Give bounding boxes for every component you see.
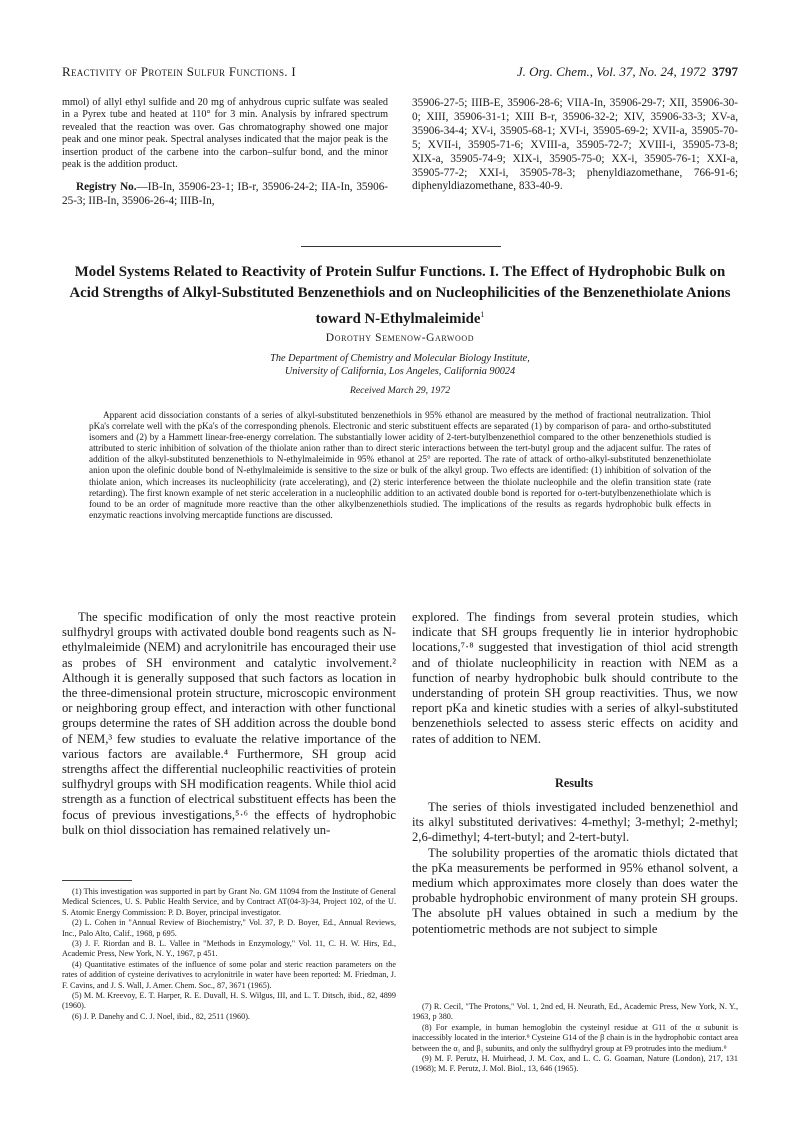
footnote-6: (6) J. P. Danehy and C. J. Noel, ibid., 82, 2511 (1960). (72, 1011, 250, 1021)
footnote-7: (7) R. Cecil, "The Protons," Vol. 1, 2nd ed, H. Neurath, Ed., Academic Press, New York, N. Y., 1963, p 380. (412, 1002, 738, 1022)
intro-paragraph-continued: explored. The findings from several protein studies, which indicate that SH groups frequently lie in interior hydrophobic locations,⁷·⁸ suggested that investigation of thiol acid strength and of thiolate nucleophilicity in reaction with NEM as a function of nearby hydrophobic bulk should contribute to the understanding of protein SH group reactivities. Thus, we now report pKa and kinetic studies with a series of alkyl-substituted benzenethiols selected to assess steric effects on acidity and rates of addition to NEM. (412, 610, 738, 746)
journal-citation: J. Org. Chem., Vol. 37, No. 24, 1972 (516, 64, 706, 79)
footnote-2: (2) L. Cohen in "Annual Review of Biochemistry," Vol. 37, P. D. Boyer, Ed., Annual Reviews, Inc., Palo Alto, Calif., 1968, p 695. (62, 918, 396, 938)
intro-paragraph: The specific modification of only the most reactive protein sulfhydryl groups with activated double bond reagents such as N-ethylmaleimide (NEM) and acrylonitrile has encouraged their use as probes of SH environment and catalytic involvement.² Although it is generally supposed that such factors as location in the three-dimensional protein structure, microscopic environment or neighboring group effect, and interaction with other functional groups determine the rates of SH addition across the double bond of NEM,³ few studies to evaluate the relative importance of the various factors are available.⁴ Furthermore, SH group acid strengths affect the differential nucleophilic reactivities of protein sulfhydryl groups with SH modification reagents. While thiol acid strength as a function of electrical substituent effects has been the focus of previous investigations,⁵·⁶ the effects of hydrophobic bulk on thiol dissociation has remained relatively un- (62, 610, 396, 837)
previous-article-left-column (62, 97, 388, 209)
footnote-rule (62, 880, 132, 881)
results-paragraph-2: The solubility properties of the aromatic thiols dictated that the pKa measurements be performed in 95% ethanol solvent, a medium which approximates more closely than does water the probable hydrophobic environment of many protein SH groups. The absolute pH values obtained in such a medium by the potentiometric methods are not subject to simple (412, 845, 738, 936)
abstract: Apparent acid dissociation constants of a series of alkyl-substituted benzenethiols in 95% ethanol are measured by the method of fractional neutralization. Thiol pKa's correlate well with the pKa's of the corresponding phenols. Electronic and steric substituent effects are separated (1) by comparison of para- and ortho-substituted isomers and (2) by a Hammett linear-free-energy correlation. The substantially lower acidity of 2-tert-butylbenzenethiol compared to the other benzenethiols studied is attributed to steric inhibition of solvation of the thiolate anion rather than to direct steric interactions between the tert-butyl group and the adjacent sulfur. The rates of addition of the alkyl-substituted benzenethiols to N-ethylmaleimide in 95% ethanol at 25° are reported. The rate of attack of ortho-alkyl-substituted benzenethiolate anion upon the olefinic double bond of N-ethylmaleimide is sensitive to the size or bulk of the alkyl group. Two effects are identified: (1) inhibition of solvation of the thiolate anion, which increases its nucleophilicity (rate accelerating), and (2) steric interference between the thiolate nucleophile and the olefin transition state (rate retarding). The first known example of net steric acceleration in a nucleophilic addition to an activated double bond is reported for o-tert-butylbenzenethiolate which is found to be an order of magnitude more reactive than the other alkylbenzenethiols studied. The implications of the results as regards hydrophobic bulk effects in enzymatic reactions involving mercaptide functions are discussed. (89, 410, 711, 520)
running-head-title: Reactivity of Protein Sulfur Functions. I (62, 64, 296, 79)
author-name: Dorothy Semenow-Garwood (325, 332, 475, 344)
footnote-3: (3) J. F. Riordan and B. L. Vallee in "Methods in Enzymology," Vol. 11, C. H. W. Hirs, Ed., Academic Press, New York, N. Y., 1967, p 451. (62, 939, 396, 959)
footnote-4: (4) Quantitative estimates of the influence of some polar and steric reaction parameters on the rates of addition of cysteine derivatives to acrylonitrile in water have been reported: M. Friedman, J. F. Cavins, and J. S. Wall, J. Amer. Chem. Soc., 87, 3671 (1965). (62, 959, 396, 990)
results-heading: Results (555, 776, 593, 790)
registry-numbers-continued: 35906-27-5; IIIB-E, 35906-28-6; VIIA-In, 35906-29-7; XII, 35906-30-0; XIII, 35906-31-1; XIII B-r, 35906-32-2; XIV, 35906-33-3; XV-a, 35906-34-4; XV-i, 35905-68-1; XVI-i, 35905-69-2; XVII-a, 35905-70-5; XVII-i, 35905-71-6; XVIII-a, 35905-72-7; XVIII-i, 35905-73-8; XIX-a, 35905-74-9; XIX-i, 35905-75-0; XX-i, 35905-76-1; XXI-a, 35905-77-2; XXI-i, 35905-78-3; phenyldiazomethane, 766-91-6; diphenyldiazomethane, 833-40-9. (412, 97, 738, 193)
page-number: 3797 (712, 64, 738, 79)
footnote-9: (9) M. F. Perutz, H. Muirhead, J. M. Cox, and L. C. G. Goaman, Nature (London), 217, 131 (1968); M. F. Perutz, J. Mol. Biol., 13, 646 (1965). (412, 1054, 738, 1074)
registry-text: —IB-In, 35906-23-1; IB-r, 35906-24-2; IIA-In, 35906-25-3; IIB-In, 35906-26-4; IIIB-In, (62, 181, 389, 208)
running-head-citation (517, 64, 738, 80)
experimental-paragraph: mmol) of allyl ethyl sulfide and 20 mg of anhydrous cupric sulfate was sealed in a Pyrex tube and heated at 110° for 3 min. Analysis by infrared spectrum revealed that the reaction was over. Gas chromatography showed one major peak and one minor peak. Spectral analyses indicated that the major peak is the insertion product of the carbene into the carbon–sulfur bond, and the minor peak is the addition product. (62, 97, 388, 171)
article-title (62, 262, 738, 330)
article-separator (301, 246, 501, 247)
body-left-column (62, 610, 396, 838)
footnote-1: (1) This investigation was supported in part by Grant No. GM 11094 from the Institute of General Medical Sciences, U. S. Public Health Service, and by Contract AT(04-3)-34, Project 102, of the U. S. Atomic Energy Commission: P. D. Boyer, principal investigator. (62, 887, 396, 917)
title-footnote-marker: 1 (480, 310, 485, 319)
footnote-8: (8) For example, in human hemoglobin the cysteinyl residue at G11 of the α subunit is inaccessibly located in the interior.⁹ Cysteine G14 of the β chain is in the hydrophobic contact area between the α₁ and β₁ subunits, and only the sulfhydryl group at F9 protrudes into the medium.⁹ (412, 1022, 738, 1053)
results-section (412, 800, 738, 937)
article-title-text: Model Systems Related to Reactivity of Protein Sulfur Functions. I. The Effect of Hydrophobic Bulk on Acid Strengths of Alkyl-Substituted Benzenethiols and on Nucleophilicities of the Benzenethiolate Anions toward N-Ethylmaleimide (69, 264, 731, 327)
affiliation (62, 352, 738, 378)
received-date: Received March 29, 1972 (349, 385, 451, 396)
running-head (62, 64, 738, 84)
affiliation-line-1: The Department of Chemistry and Molecular Biology Institute, (270, 353, 530, 364)
footnote-5: (5) M. M. Kreevoy, E. T. Harper, R. E. Duvall, H. S. Wilgus, III, and L. T. Ditsch, ibid., 82, 4899 (1960). (62, 991, 396, 1011)
registry-label: Registry No. (76, 181, 137, 194)
body-right-column (412, 610, 738, 747)
registry-numbers (62, 181, 388, 208)
footnotes-left (62, 880, 396, 1022)
affiliation-line-2: University of California, Los Angeles, California 90024 (284, 366, 516, 377)
footnotes-right (412, 1002, 738, 1075)
results-paragraph-1: The series of thiols investigated included benzenethiol and its alkyl substituted derivatives: 4-methyl; 3-methyl; 2-methyl; 2,6-dimethyl; 4-tert-butyl; and 2-tert-butyl. (412, 800, 738, 845)
